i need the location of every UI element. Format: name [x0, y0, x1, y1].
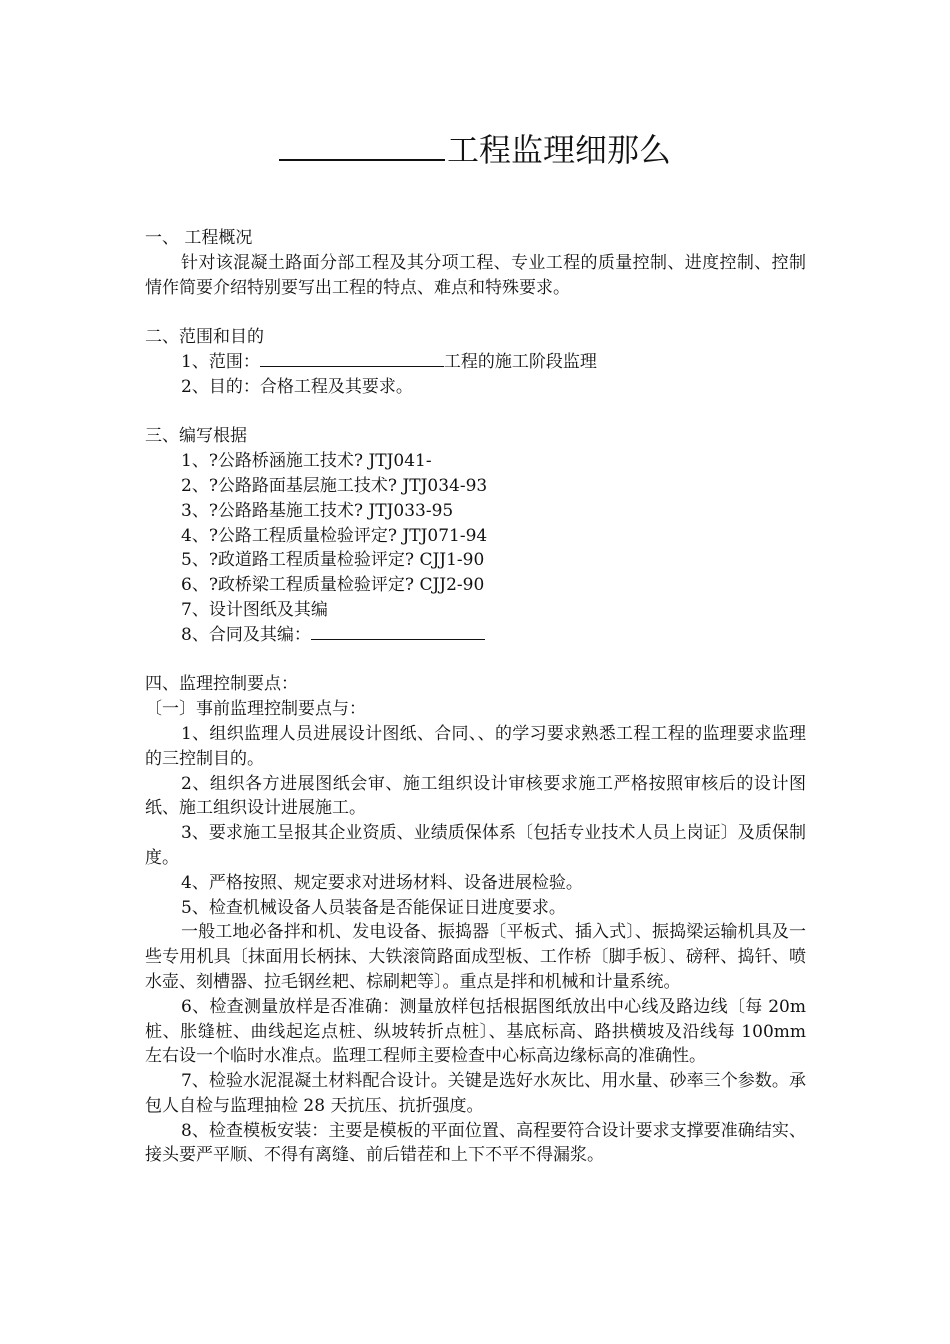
- reference-item: 2、?公路路面基层施工技术? JTJ034-93: [181, 475, 488, 496]
- reference-item: 4、?公路工程质量检验评定? JTJ071-94: [181, 525, 488, 546]
- scope-suffix: 工程的施工阶段监理: [443, 351, 597, 372]
- contract-label: 8、合同及其编：: [181, 624, 311, 645]
- section-2-item-1: [145, 350, 806, 375]
- scope-blank-line: [260, 350, 444, 367]
- reference-item-contract: [145, 623, 806, 648]
- section-3-heading: 三、编写根据: [145, 426, 247, 447]
- control-point-paragraph: 1、组织监理人员进展设计图纸、合同、、的学习要求熟悉工程工程的监理要求监理的三控制目的。: [145, 723, 806, 769]
- control-point-paragraph: 8、检查模板安装：主要是模板的平面位置、高程要符合设计要求支撑要准确结实、接头要严平顺、不得有离缝、前后错茬和上下不平不得漏浆。: [145, 1120, 806, 1166]
- title-text: 工程监理细那么: [446, 131, 671, 169]
- section-2-heading: 二、范围和目的: [145, 327, 264, 348]
- control-point-paragraph: 3、要求施工呈报其企业资质、业绩质保体系〔包括专业技术人员上岗证〕及质保制度。: [145, 823, 806, 868]
- title-blank-line: [279, 129, 445, 161]
- subsection-heading: 〔一〕事前监理控制要点与：: [145, 699, 366, 720]
- section-1-paragraph: 针对该混凝土路面分部工程及其分项工程、专业工程的质量控制、进度控制、控制情作简要介绍特别要写出工程的特点、难点和特殊要求。: [145, 252, 806, 298]
- control-point-paragraph: 5、检查机械设备人员装备是否能保证日进度要求。: [181, 897, 566, 918]
- scope-label: 1、范围：: [181, 351, 260, 372]
- reference-item: 5、?政道路工程质量检验评定? CJJ1-90: [181, 550, 485, 571]
- control-point-paragraph: 一般工地必备拌和机、发电设备、振捣器〔平板式、插入式〕、振捣梁运输机具及一些专用机具〔抹面用长柄抹、大铁滚筒路面成型板、工作桥〔脚手板〕、磅秤、捣钎、喷水壶、刻槽器、拉毛钢丝耙、棕刷耙等〕。重点是拌和机械和计量系统。: [145, 922, 806, 992]
- control-point-paragraph: 2、组织各方进展图纸会审、施工组织设计审核要求施工严格按照审核后的设计图纸、施工组织设计进展施工。: [145, 773, 806, 819]
- section-4-heading: 四、监理控制要点：: [145, 674, 298, 695]
- reference-item: 6、?政桥梁工程质量检验评定? CJJ2-90: [181, 575, 485, 596]
- control-point-paragraph: 6、检查测量放样是否准确：测量放样包括根据图纸放出中心线及路边线〔每 20m 桩、胀缝桩、曲线起迄点桩、纵坡转折点桩〕、基底标高、路拱横坡及沿线每 100mm 左右设一个临时水准点。监理工程师主要检查中心标高边缘标高的准确性。: [145, 996, 806, 1067]
- control-point-paragraph: 7、检验水泥混凝土材料配合设计。关键是选好水灰比、用水量、砂率三个参数。承包人自检与监理抽检 28 天抗压、抗折强度。: [145, 1071, 806, 1116]
- contract-blank-line: [311, 623, 485, 640]
- control-point-paragraph: 4、严格按照、规定要求对进场材料、设备进展检验。: [181, 872, 583, 893]
- section-1-heading: 一、 工程概况: [145, 228, 253, 248]
- reference-item: 7、设计图纸及其编: [181, 599, 328, 620]
- document-body: [145, 226, 806, 1168]
- reference-item: 3、?公路路基施工技术? JTJ033-95: [181, 500, 454, 521]
- reference-item: 1、?公路桥涵施工技术? JTJ041-: [181, 451, 432, 472]
- section-2-item-2: 2、目的：合格工程及其要求。: [181, 376, 413, 397]
- document-title: [0, 128, 950, 172]
